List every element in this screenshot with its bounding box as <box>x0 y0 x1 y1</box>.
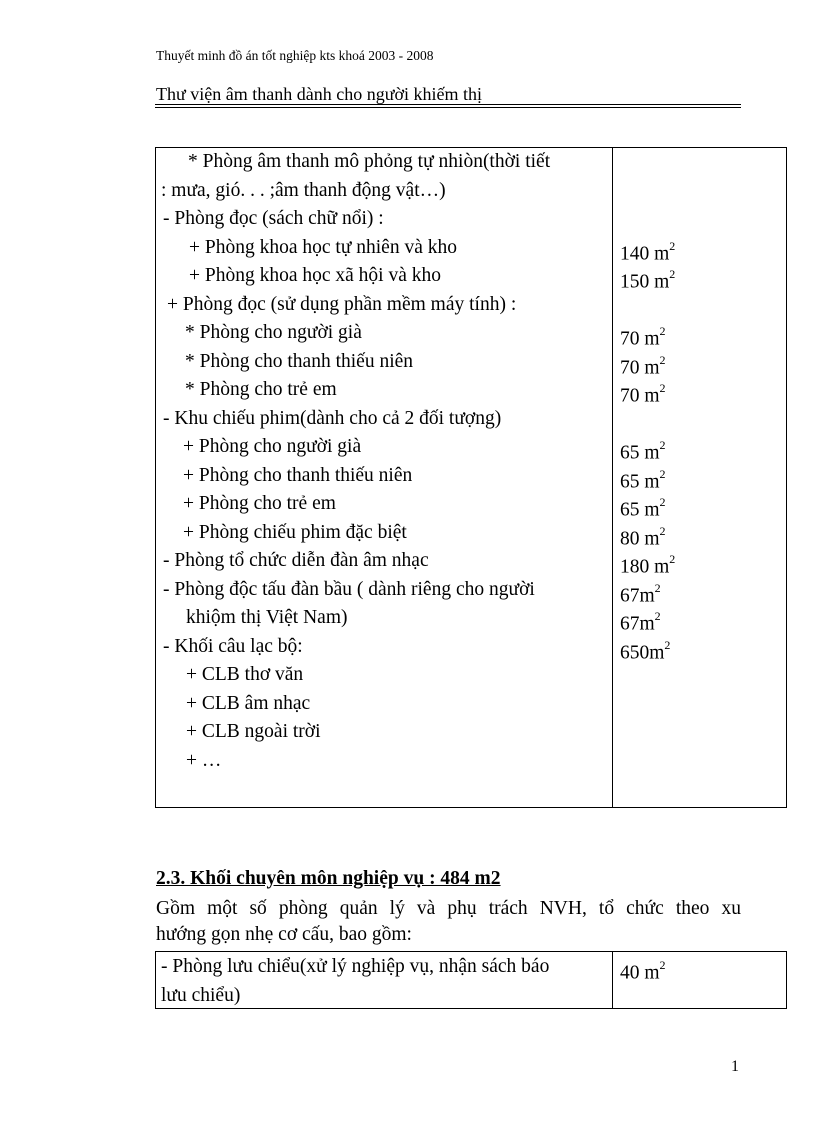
table-row-area: 65 $m^2$ <box>620 495 666 521</box>
header-rule-top <box>155 104 741 105</box>
table-row-text: khiộm thị Việt Nam) <box>186 607 348 628</box>
table-row-text: + Phòng cho thanh thiếu niên <box>183 464 413 486</box>
document-subtitle: Thư viện âm thanh dành cho người khiếm thị <box>156 84 482 104</box>
table-row-text: - Phòng lưu chiểu(xử lý nghiệp vụ, nhận sách báo <box>161 956 550 977</box>
table-row-text: : mưa, gió. . . ;âm thanh động vật…) <box>161 179 446 201</box>
table-row-area: 180 $m^2$ <box>620 552 676 578</box>
table-row-text: + Phòng khoa học xã hội và kho <box>189 265 442 286</box>
table-column-divider <box>612 952 613 1008</box>
table-row-text: lưu chiểu) <box>161 984 241 1006</box>
table-row-area: $67m^2$ <box>620 580 661 606</box>
table-row-text: * Phòng cho thanh thiếu niên <box>185 350 414 372</box>
table-row-text: * Phòng cho trẻ em <box>185 379 337 400</box>
table-row-text: + CLB ngoài trời <box>186 721 321 742</box>
table-row-text: + Phòng cho người già <box>183 436 362 457</box>
table-row-text: * Phòng âm thanh mô phỏng tự nhiòn(thời tiết <box>188 151 551 172</box>
table-row-text: - Phòng độc tấu đàn bầu ( dành riêng cho người <box>163 578 535 600</box>
table-row-text: + CLB âm nhạc <box>186 692 311 714</box>
running-header: Thuyết minh đồ án tốt nghiệp kts khoá 2003 - 2008 <box>156 48 434 63</box>
page-number: 1 <box>731 1058 739 1075</box>
table-row-text: - Khối câu lạc bộ: <box>163 635 303 657</box>
table-row-area: 40 $m^2$ <box>620 958 666 984</box>
table-row-text: + Phòng cho trẻ em <box>183 493 336 514</box>
table-row-area: 150 $m^2$ <box>620 267 676 293</box>
section-paragraph-line: hướng gọn nhẹ cơ cấu, bao gồm: <box>156 924 412 945</box>
room-area-table <box>155 147 787 808</box>
table-row-area: 70 $m^2$ <box>620 352 666 378</box>
table-row-area: 70 $m^2$ <box>620 324 666 350</box>
table-row-area: 70 $m^2$ <box>620 381 666 407</box>
table-row-text: + Phòng khoa học tự nhiên và kho <box>189 236 457 258</box>
table-row-area: $650m^2$ <box>620 637 671 663</box>
table-row-text: + … <box>186 749 222 771</box>
office-area-table <box>155 951 787 1009</box>
table-row-text: - Khu chiếu phim(dành cho cả 2 đối tượng) <box>163 407 502 429</box>
table-row-text: - Phòng tổ chức diễn đàn âm nhạc <box>163 550 429 571</box>
table-row-area: $67m^2$ <box>620 609 661 635</box>
section-heading: 2.3. Khối chuyên môn nghiệp vụ : 484 m2 <box>156 868 501 889</box>
table-column-divider <box>612 148 613 807</box>
table-row-text: + CLB thơ văn <box>186 664 304 685</box>
section-paragraph-line: Gồm một số phòng quản lý và phụ trách NVH, tổ chức theo xu <box>156 898 741 919</box>
table-row-area: 65 $m^2$ <box>620 466 666 492</box>
table-row-area: 140 $m^2$ <box>620 238 676 264</box>
header-rule-bottom <box>155 107 741 108</box>
table-row-text: + Phòng chiếu phim đặc biệt <box>183 521 407 543</box>
table-row-area: 65 $m^2$ <box>620 438 666 464</box>
table-row-area: 80 $m^2$ <box>620 523 666 549</box>
table-row-text: - Phòng đọc (sách chữ nổi) : <box>163 208 384 229</box>
table-row-text: * Phòng cho người già <box>185 322 362 343</box>
table-row-text: + Phòng đọc (sử dụng phần mềm máy tính) : <box>167 293 517 315</box>
